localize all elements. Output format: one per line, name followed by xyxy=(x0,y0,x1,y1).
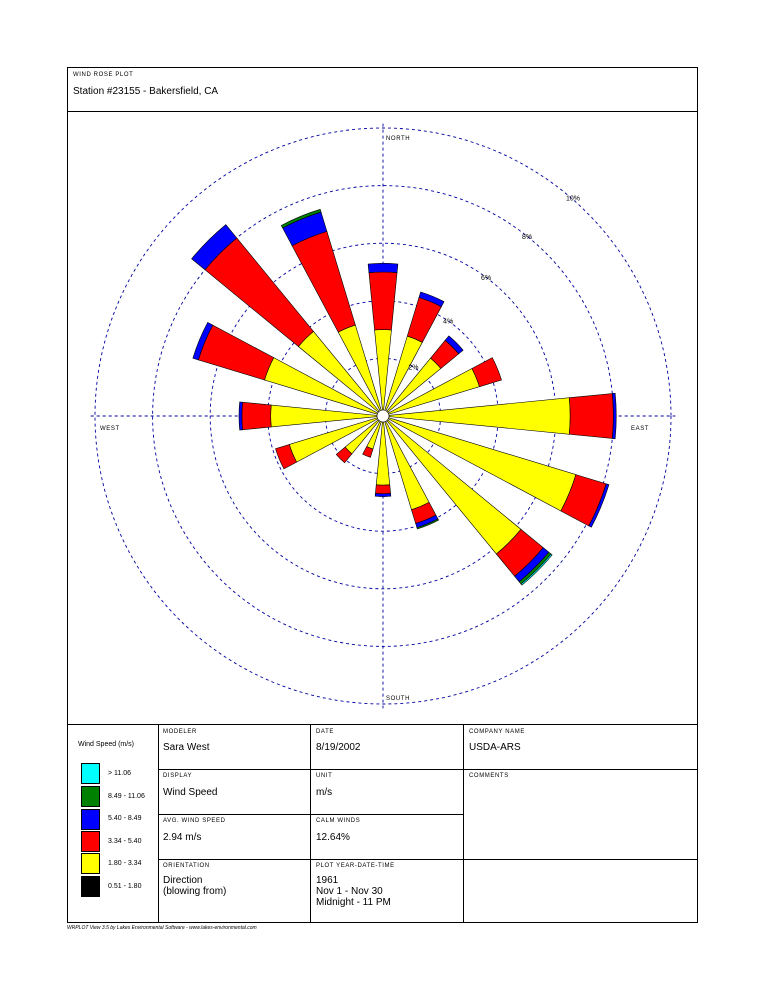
unit-label: UNIT xyxy=(316,773,333,779)
south-label: SOUTH xyxy=(386,696,410,702)
avg-speed-label: AVG. WIND SPEED xyxy=(163,818,226,824)
comments-label: COMMENTS xyxy=(469,773,509,779)
petal-n-bin-4 xyxy=(368,263,398,272)
petal-e-bin-3 xyxy=(569,394,613,439)
legend-swatch-1 xyxy=(81,763,100,784)
petal-wnw-bin-3 xyxy=(198,325,273,380)
north-label: NORTH xyxy=(386,136,411,142)
legend-label-3: 5.40 - 8.49 xyxy=(108,815,142,822)
ring-label-6: 6% xyxy=(480,274,492,282)
company-label: COMPANY NAME xyxy=(469,729,525,735)
petal-w-bin-4 xyxy=(239,402,243,430)
calm-winds-value: 12.64% xyxy=(316,832,350,843)
legend-label-5: 1.80 - 3.34 xyxy=(108,860,142,867)
footer-credit: WRPLOT View 3.5 by Lakes Environmental Software - www.lakes-environmental.com xyxy=(67,925,257,931)
ring-label-10: 10% xyxy=(565,195,580,203)
calm-winds-label: CALM WINDS xyxy=(316,818,361,824)
avg-speed-value: 2.94 m/s xyxy=(163,832,202,843)
petal-w-bin-3 xyxy=(242,402,271,430)
wind-rose-chart xyxy=(68,112,697,724)
ring-label-2: 2% xyxy=(408,364,419,372)
company-value: USDA-ARS xyxy=(469,742,521,753)
legend-swatch-5 xyxy=(81,853,100,874)
calm-circle xyxy=(377,410,389,422)
legend-title: Wind Speed (m/s) xyxy=(78,741,135,748)
petal-n-bin-3 xyxy=(369,272,397,330)
date-value: 8/19/2002 xyxy=(316,742,361,753)
unit-value: m/s xyxy=(316,787,333,798)
title-block xyxy=(67,67,698,112)
orientation-value: Direction (blowing from) xyxy=(163,875,227,897)
legend-label-2: 8.49 - 11.06 xyxy=(108,793,145,800)
orientation-label: ORIENTATION xyxy=(163,863,210,869)
petal-s-bin-3 xyxy=(375,485,390,494)
display-value: Wind Speed xyxy=(163,787,218,798)
ring-label-8: 8% xyxy=(521,233,533,241)
plot-period-value: 1961 Nov 1 - Nov 30 Midnight - 11 PM xyxy=(316,875,391,908)
plot-type-label: WIND ROSE PLOT xyxy=(73,72,134,78)
legend-label-4: 3.34 - 5.40 xyxy=(108,838,142,845)
east-label: EAST xyxy=(631,426,650,432)
date-label: DATE xyxy=(316,729,334,735)
plot-period-label: PLOT YEAR-DATE-TIME xyxy=(316,863,395,869)
modeler-value: Sara West xyxy=(163,742,210,753)
legend-label-6: 0.51 - 1.80 xyxy=(108,883,142,890)
legend-swatch-4 xyxy=(81,831,100,852)
legend-label-1: > 11.06 xyxy=(108,770,132,777)
plot-area xyxy=(67,111,698,725)
station-title: Station #23155 - Bakersfield, CA xyxy=(73,86,219,97)
ring-label-4: 4% xyxy=(443,318,454,326)
petal-s-bin-4 xyxy=(375,493,391,496)
legend-swatch-2 xyxy=(81,786,100,807)
legend-swatch-3 xyxy=(81,809,100,830)
modeler-label: MODELER xyxy=(163,729,197,735)
west-label: WEST xyxy=(100,426,120,432)
legend-swatch-6 xyxy=(81,876,100,897)
display-label: DISPLAY xyxy=(163,773,193,779)
